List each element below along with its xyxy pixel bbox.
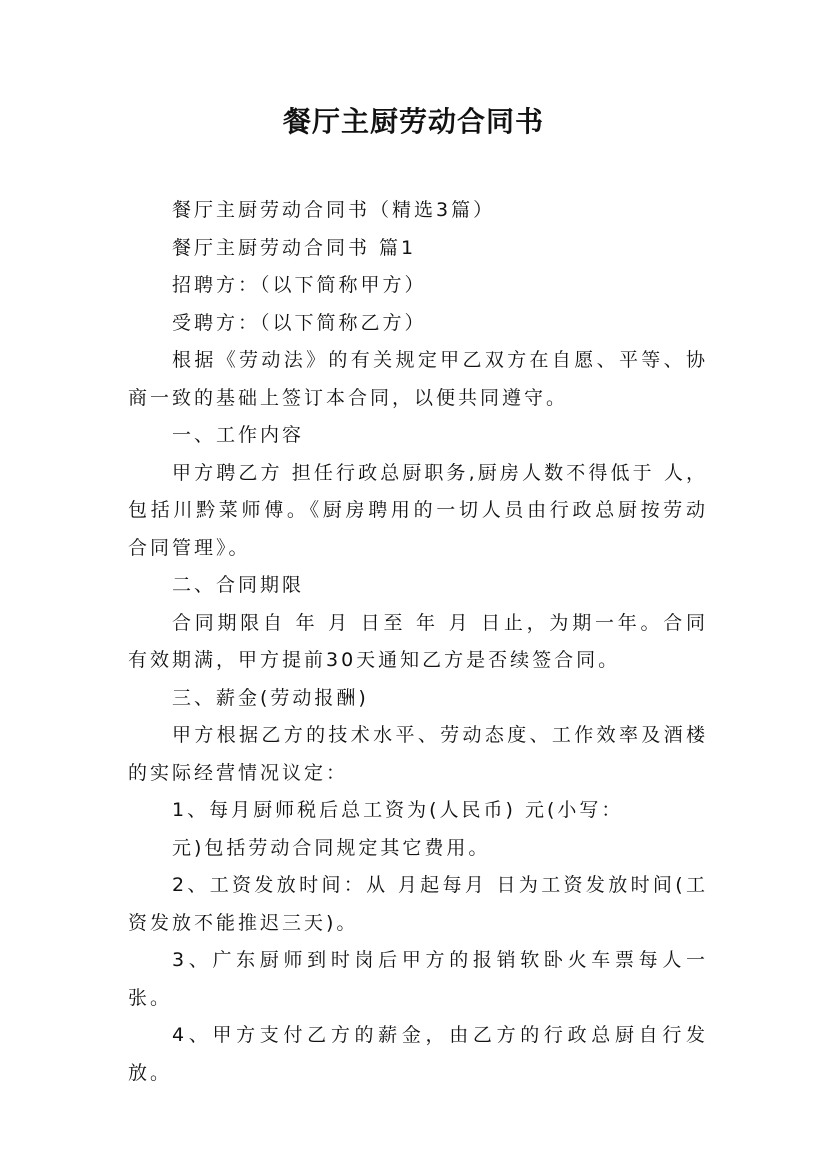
heading-salary: 三、薪金(劳动报酬) [172, 686, 369, 709]
document-body [128, 192, 708, 1092]
paragraph-salary-item-1-cont: 元)包括劳动合同规定其它费用。 [172, 836, 491, 859]
paragraph-employee: 受聘方：（以下简称乙方） [172, 311, 427, 334]
paragraph-salary-item-2: 2、工资发放时间：从 月起每月 日为工资发放时间(工资发放不能推迟三天)。 [128, 874, 708, 934]
paragraph-salary-intro: 甲方根据乙方的技术水平、劳动态度、工作效率及酒楼的实际经营情况议定： [128, 724, 708, 784]
heading-work-content: 一、工作内容 [172, 424, 305, 446]
paragraph-subtitle: 餐厅主厨劳动合同书（精选3篇） [172, 199, 496, 221]
paragraph-section-heading: 餐厅主厨劳动合同书 篇1 [172, 236, 417, 259]
paragraph-work-content: 甲方聘乙方 担任行政总厨职务,厨房人数不得低于 人，包括川黔菜师傅。《厨房聘用的一切人员由行政总厨按劳动合同管理》。 [128, 461, 708, 559]
paragraph-salary-item-3: 3、广东厨师到时岗后甲方的报销软卧火车票每人一张。 [128, 949, 708, 1009]
paragraph-basis: 根据《劳动法》的有关规定甲乙双方在自愿、平等、协商一致的基础上签订本合同，以便共同遵守。 [128, 349, 708, 409]
paragraph-salary-item-4: 4、甲方支付乙方的薪金，由乙方的行政总厨自行发放。 [128, 1024, 708, 1084]
document-title: 餐厅主厨劳动合同书 [282, 105, 544, 138]
heading-contract-term: 二、合同期限 [172, 574, 305, 596]
paragraph-contract-term: 合同期限自 年 月 日至 年 月 日止，为期一年。合同有效期满，甲方提前30天通知乙方是否续签合同。 [128, 611, 708, 671]
paragraph-employer: 招聘方：（以下简称甲方） [172, 274, 427, 296]
paragraph-salary-item-1: 1、每月厨师税后总工资为(人民币) 元(小写： [172, 799, 624, 821]
